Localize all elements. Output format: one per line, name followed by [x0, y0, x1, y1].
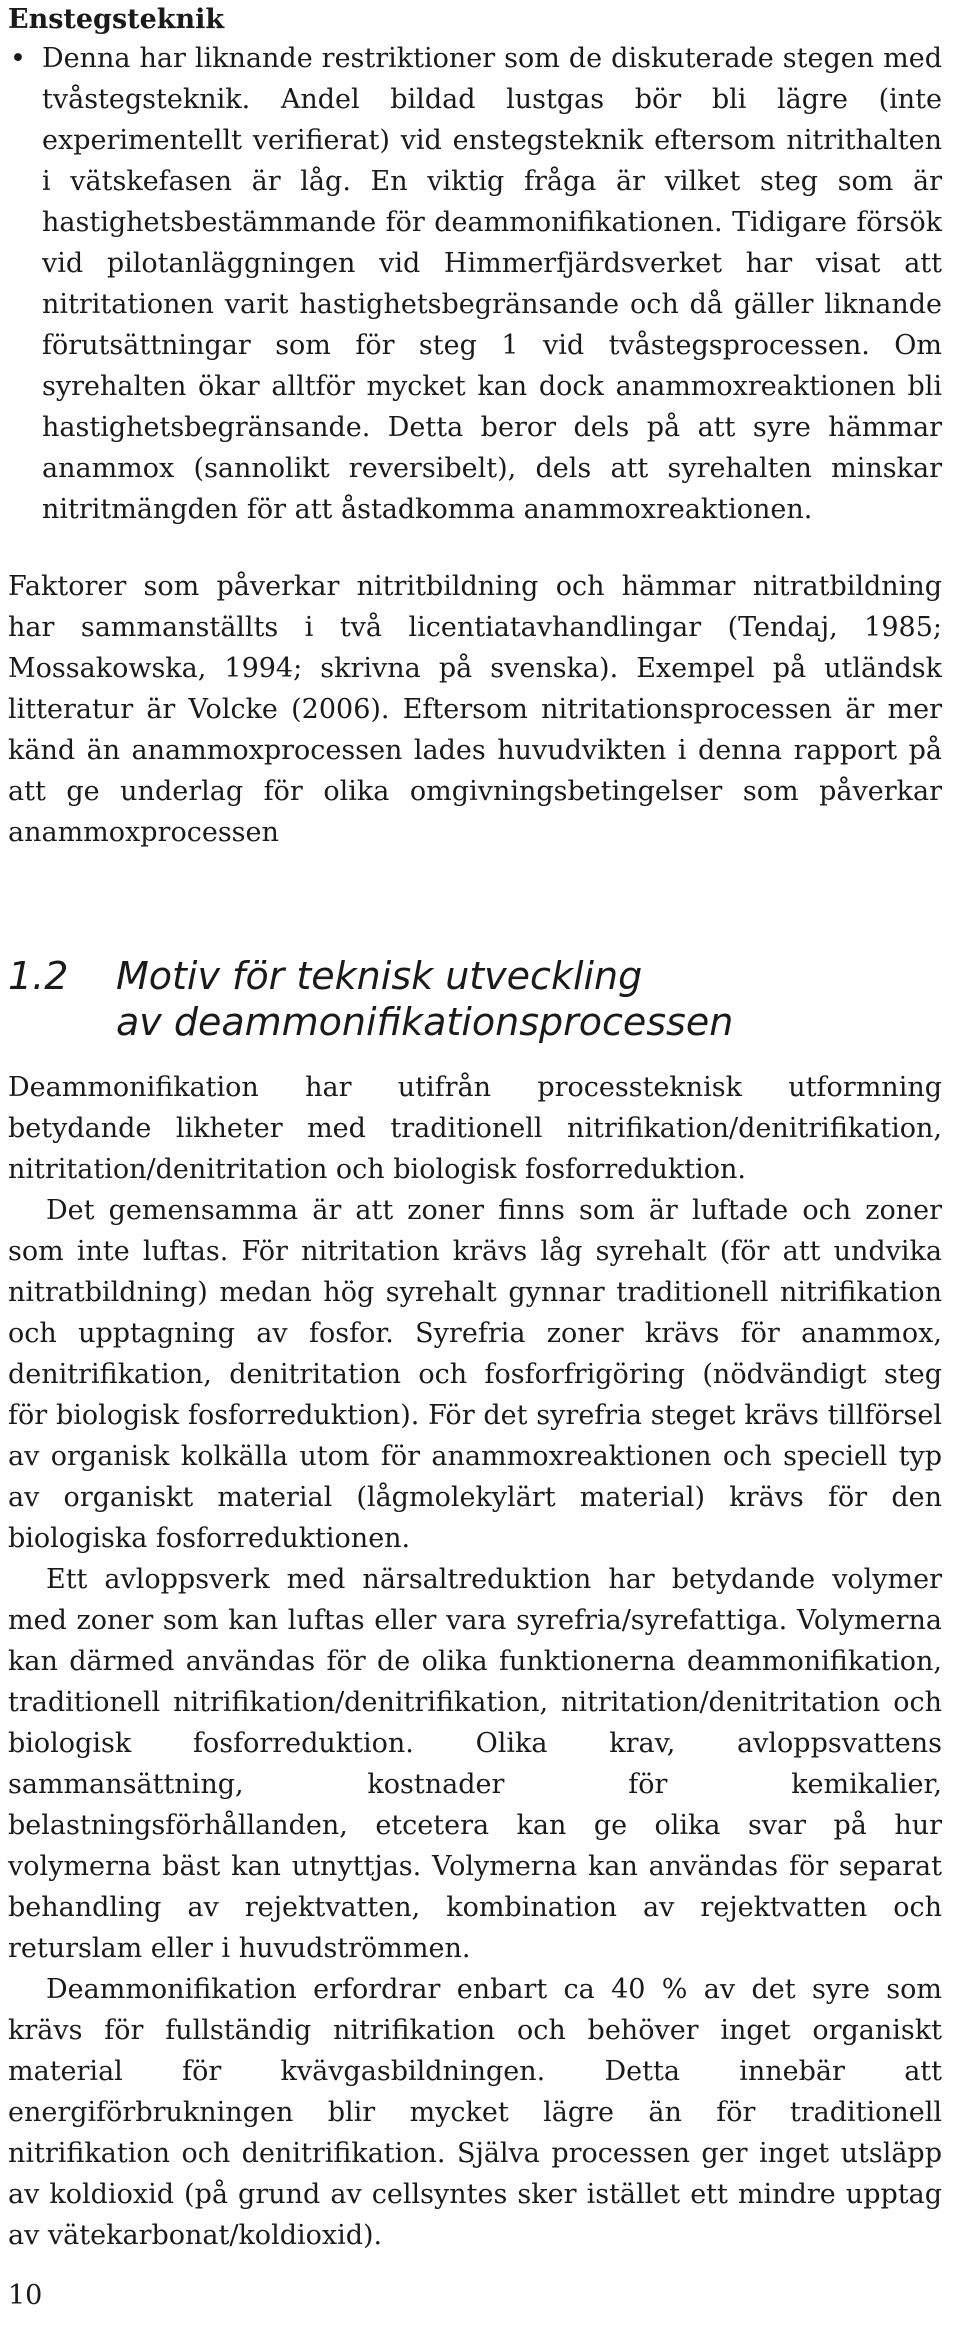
section-title-line-2: av deammonifikationsprocessen [116, 1000, 734, 1044]
section-heading [8, 953, 942, 1045]
section-title [116, 953, 942, 1045]
paragraph: Ett avloppsverk med närsaltreduktion har betydande volymer med zoner som kan luftas eller vara syrefria/syrefattiga. Volymerna kan därmed användas för de olika funktionerna deammonifikation, traditionell nitrifikation/denitrifikation, nitritation/denitritation och biologisk fosforreduktion. Olika krav, avloppsvattens sammansättning, kostnader för kemikalier, belastningsförhållanden, etcetera kan ge olika svar på hur volymerna bäst kan utnyttjas. Volymerna kan användas för separat behandling av rejektvatten, kombination av rejektvatten och returslam eller i huvudströmmen. [8, 1564, 942, 1964]
page-number: 10 [8, 2280, 43, 2311]
bullet-item [8, 38, 942, 530]
run-in-heading: Enstegsteknik [8, 4, 225, 35]
bullet-marker: • [10, 43, 26, 74]
paragraph: Deammonifikation har utifrån processteknisk utformning betydande likheter med traditionell nitrifikation/denitrifikation, nitritation/denitritation och biologisk fosforreduktion. [8, 1072, 942, 1185]
bullet-text: Denna har liknande restriktioner som de diskuterade stegen med tvåstegsteknik. Andel bildad lustgas bör bli lägre (inte experimentellt verifierat) vid enstegsteknik eftersom nitrithalten i vätskefasen är låg. En viktig fråga är vilket steg som är hastighetsbestämmande för deammonifikationen. Tidigare försök vid pilotanläggningen vid Himmerfjärdsverket har visat att nitritationen varit hastighetsbegränsande och då gäller liknande förutsättningar som för steg 1 vid tvåstegsprocessen. Om syrehalten ökar alltför mycket kan dock anammoxreaktionen bli hastighetsbegränsande. Detta beror dels på att syre hämmar anammox (sannolikt reversibelt), dels att syrehalten minskar nitritmängden för att åstadkomma anammoxreaktionen. [42, 43, 942, 525]
section-number: 1.2 [8, 954, 69, 998]
paragraph-factors: Faktorer som påverkar nitritbildning och hämmar nitratbildning har sammanställts i två licentiatavhandlingar (Tendaj, 1985; Mossakowska, 1994; skrivna på svenska). Exempel på utländsk litteratur är Volcke (2006). Eftersom nitritationsprocessen är mer känd än anammoxprocessen lades huvudvikten i denna rapport på att ge underlag för olika omgivningsbetingelser som påverkar anammoxprocessen [8, 571, 942, 848]
paragraph: Det gemensamma är att zoner finns som är luftade och zoner som inte luftas. För nitritation krävs låg syrehalt (för att undvika nitratbildning) medan hög syrehalt gynnar traditionell nitrifikation och upptagning av fosfor. Syrefria zoner krävs för anammox, denitrifikation, denitritation och fosforfrigöring (nödvändigt steg för biologisk fosforreduktion). För det syrefria steget krävs tillförsel av organisk kolkälla utom för anammoxreaktionen och speciell typ av organiskt material (lågmolekylärt material) krävs för den biologiska fosforreduktionen. [8, 1195, 942, 1554]
paragraph: Deammonifikation erfordrar enbart ca 40 % av det syre som krävs för fullständig nitrifikation och behöver inget organiskt material för kvävgasbildningen. Detta innebär att energiförbrukningen blir mycket lägre än för traditionell nitrifikation och denitrifikation. Själva processen ger inget utsläpp av koldioxid (på grund av cellsyntes sker istället ett mindre upptag av vätekarbonat/koldioxid). [8, 1974, 942, 2251]
section-title-line-1: Motiv för teknisk utveckling [116, 954, 643, 998]
page-content [8, 0, 942, 2256]
